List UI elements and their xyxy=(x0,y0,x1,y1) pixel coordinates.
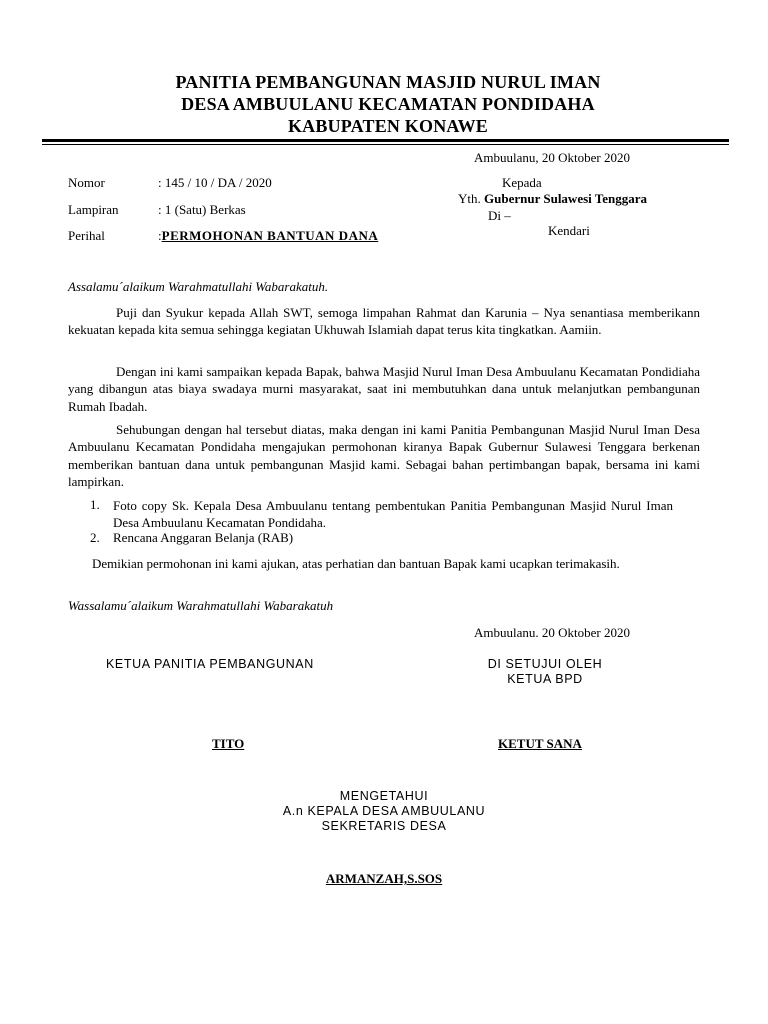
nomor-value: : 145 / 10 / DA / 2020 xyxy=(158,175,272,190)
left-signatory-name: TITO xyxy=(212,736,245,751)
paragraph-4: Demikian permohonan ini kami ajukan, atas perhatian dan bantuan Bapak kami ucapkan terimakasih. xyxy=(92,556,620,571)
salutation: Assalamu´alaikum Warahmatullahi Wabarakatuh. xyxy=(68,279,329,294)
perihal-value: PERMOHONAN BANTUAN DANA xyxy=(161,228,379,243)
paragraph-3: Sehubungan dengan hal tersebut diatas, maka dengan ini kami Panitia Pembangunan Masjid Nurul Iman Desa Ambuulanu Kecamatan Pondidaha mengajukan permohonan kiranya Bapak Gubernur Sulawesi Tenggara berkenan memberikan bantuan dana untuk pembangunan Masjid kami. Sebagai bahan pertimbangan bapak, bersama ini kami lampirkan. xyxy=(68,422,700,489)
signature-date: Ambuulanu. 20 Oktober 2020 xyxy=(474,625,630,640)
recipient-name: Gubernur Sulawesi Tenggara xyxy=(484,191,648,206)
right-signatory-title-2: KETUA BPD xyxy=(507,672,583,686)
recipient-line xyxy=(458,191,647,207)
left-signatory-title: KETUA PANITIA PEMBANGUNAN xyxy=(106,657,314,671)
letter-date: Ambuulanu, 20 Oktober 2020 xyxy=(474,150,630,165)
lampiran-label: Lampiran xyxy=(68,202,119,217)
recipient-kepada: Kepada xyxy=(502,175,542,190)
recipient-city: Kendari xyxy=(548,223,590,238)
perihal-label: Perihal xyxy=(68,228,105,243)
list-item-1-num: 1. xyxy=(90,497,100,512)
list-item-2-num: 2. xyxy=(90,530,100,545)
perihal-colon: : xyxy=(158,228,162,243)
bottom-signatory-name: ARMANZAH,S.SOS xyxy=(325,871,443,886)
recipient-di: Di – xyxy=(488,208,511,223)
right-signatory-name: KETUT SANA xyxy=(498,736,582,751)
lampiran-value: : 1 (Satu) Berkas xyxy=(158,202,246,217)
paragraph-2: Dengan ini kami sampaikan kepada Bapak, bahwa Masjid Nurul Iman Desa Ambuulanu Kecamatan Pondidiaha yang dibangun atas biaya swadaya murni masyarakat, saat ini membutuhkan dana untuk melanjutkan pembangunan Rumah Ibadah. xyxy=(68,364,700,414)
letterhead-org: PANITIA PEMBANGUNAN MASJID NURUL IMAN xyxy=(175,72,601,92)
acknowledged-position: SEKRETARIS DESA xyxy=(321,819,447,833)
list-item-1-text: Foto copy Sk. Kepala Desa Ambuulanu tentang pembentukan Panitia Pembangunan Masjid Nurul Iman Desa Ambuulanu Kecamatan Pondidaha. xyxy=(113,498,673,531)
paragraph-1: Puji dan Syukur kepada Allah SWT, semoga limpahan Rahmat dan Karunia – Nya senantiasa memberikann kekuatan kepada kita semua sehingga kegiatan Ukhuwah Islamiah dapat terus kita tingkatkan. Aamiin. xyxy=(68,305,700,338)
right-signatory-title-1: DI SETUJUI OLEH xyxy=(487,657,603,671)
recipient-yth: Yth. xyxy=(458,191,481,206)
perihal-row xyxy=(158,228,378,244)
letterhead-village: DESA AMBUULANU KECAMATAN PONDIDAHA xyxy=(181,94,595,114)
acknowledged-on-behalf: A.n KEPALA DESA AMBUULANU xyxy=(282,804,486,818)
letterhead-regency: KABUPATEN KONAWE xyxy=(287,116,489,136)
closing-greeting: Wassalamu´alaikum Warahmatullahi Wabarakatuh xyxy=(68,598,334,613)
letterhead-rule-thin xyxy=(42,144,729,145)
list-item-2-text: Rencana Anggaran Belanja (RAB) xyxy=(113,530,294,545)
letterhead-rule-thick xyxy=(42,139,729,142)
nomor-label: Nomor xyxy=(68,175,105,190)
acknowledged-label: MENGETAHUI xyxy=(339,789,429,803)
